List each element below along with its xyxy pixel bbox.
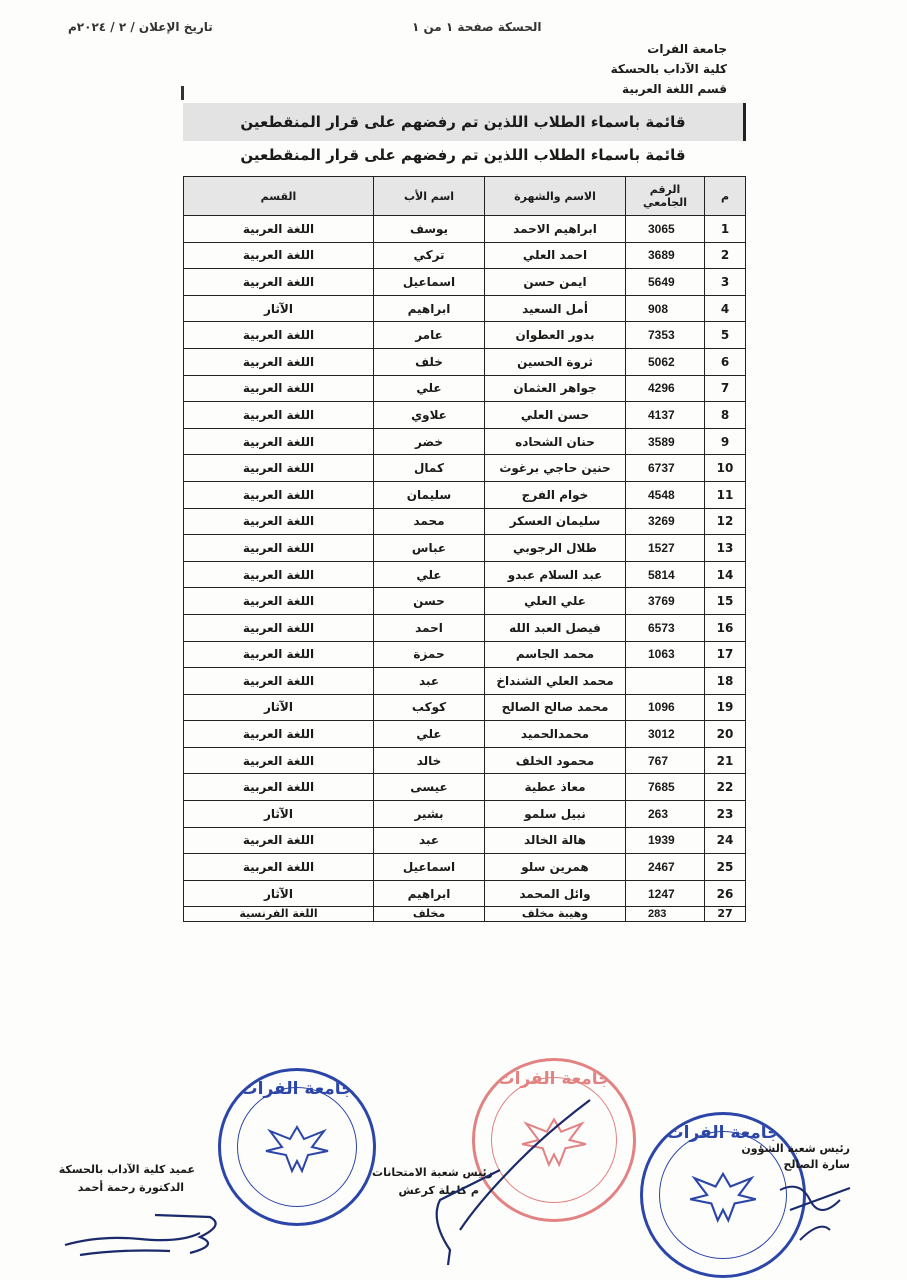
dean-title: عميد كلية الآداب بالحسكة [58,1163,195,1176]
department-cell: اللغة العربية [184,827,374,854]
student-id-cell: 767 [626,747,705,774]
row-number-cell: 18 [705,668,746,695]
department-cell: اللغة العربية [184,481,374,508]
student-name-cell: همرين سلو [485,854,626,881]
affairs-signature [770,1150,860,1250]
table-row [184,295,746,322]
department-cell: اللغة العربية [184,428,374,455]
father-name-cell: بشير [374,801,485,828]
student-id-cell: 2467 [626,854,705,881]
table-row [184,242,746,269]
father-name-cell: يوسف [374,216,485,243]
father-name-cell: عباس [374,535,485,562]
table-row [184,561,746,588]
table-row [184,641,746,668]
father-name-cell: علي [374,721,485,748]
row-number-cell: 5 [705,322,746,349]
department-cell: اللغة العربية [184,561,374,588]
student-name-cell: خوام الفرج [485,481,626,508]
table-row [184,481,746,508]
department-cell: اللغة العربية [184,269,374,296]
row-number-cell: 15 [705,588,746,615]
header-id: الرقم الجامعي [626,177,705,216]
table-row [184,614,746,641]
table-row [184,827,746,854]
row-number-cell: 19 [705,694,746,721]
department-cell: اللغة العربية [184,721,374,748]
row-number-cell: 16 [705,614,746,641]
father-name-cell: احمد [374,614,485,641]
table-row [184,322,746,349]
table-row [184,402,746,429]
table-body [184,216,746,922]
student-id-cell: 3269 [626,508,705,535]
department-cell: اللغة العربية [184,854,374,881]
student-id-cell: 1939 [626,827,705,854]
row-number-cell: 25 [705,854,746,881]
father-name-cell: ابراهيم [374,295,485,322]
table-row [184,694,746,721]
document-title-text: قائمة باسماء الطلاب اللذين تم رفضهم على قرار المنقطعين [240,113,686,131]
department-cell: اللغة العربية [184,348,374,375]
department-cell: اللغة العربية [184,535,374,562]
father-name-cell: خضر [374,428,485,455]
student-id-cell: 5814 [626,561,705,588]
father-name-cell: تركي [374,242,485,269]
table-row [184,535,746,562]
student-name-cell: جواهر العثمان [485,375,626,402]
student-id-cell: 6737 [626,455,705,482]
student-name-cell: علي العلي [485,588,626,615]
header-dept: القسم [184,177,374,216]
student-id-cell: 1247 [626,880,705,907]
student-id-cell: 3689 [626,242,705,269]
table-row [184,455,746,482]
student-id-cell: 1527 [626,535,705,562]
page-count: الحسكة صفحة ١ من ١ [412,20,542,34]
header-father: اسم الأب [374,177,485,216]
student-name-cell: طلال الرجوبي [485,535,626,562]
table-row [184,588,746,615]
father-name-cell: سليمان [374,481,485,508]
department-cell: اللغة الفرنسية [184,907,374,922]
department-cell: اللغة العربية [184,614,374,641]
father-name-cell: حمزة [374,641,485,668]
row-number-cell: 2 [705,242,746,269]
father-name-cell: عبد [374,827,485,854]
table-row [184,428,746,455]
father-name-cell: اسماعيل [374,269,485,296]
students-table [183,176,746,922]
student-name-cell: محمد صالح الصالح [485,694,626,721]
father-name-cell: خالد [374,747,485,774]
student-name-cell: فيصل العبد الله [485,614,626,641]
department-cell: اللغة العربية [184,402,374,429]
student-id-cell: 3012 [626,721,705,748]
father-name-cell: علي [374,561,485,588]
student-name-cell: ابراهيم الاحمد [485,216,626,243]
student-name-cell: معاذ عطية [485,774,626,801]
student-name-cell: ايمن حسن [485,269,626,296]
seal-text: جامعة الفرات [497,1069,611,1089]
student-name-cell: محمد العلي الشنداخ [485,668,626,695]
table-row [184,348,746,375]
announce-date: تاريخ الإعلان / ٢ / ٢٠٢٤م [68,20,213,34]
father-name-cell: كوكب [374,694,485,721]
student-id-cell: 3065 [626,216,705,243]
dean-signature [60,1205,230,1265]
department-cell: الآثار [184,295,374,322]
student-name-cell: محمدالحميد [485,721,626,748]
row-number-cell: 1 [705,216,746,243]
row-number-cell: 23 [705,801,746,828]
student-name-cell: حسن العلي [485,402,626,429]
department-name: قسم اللغة العربية [622,82,727,96]
student-id-cell: 3769 [626,588,705,615]
student-name-cell: هالة الخالد [485,827,626,854]
table-header-row [184,177,746,216]
university-name: جامعة الفرات [647,42,727,56]
father-name-cell: عامر [374,322,485,349]
department-cell: اللغة العربية [184,641,374,668]
table-row [184,269,746,296]
department-cell: اللغة العربية [184,508,374,535]
student-id-cell: 7353 [626,322,705,349]
father-name-cell: ابراهيم [374,880,485,907]
department-cell: اللغة العربية [184,774,374,801]
row-number-cell: 4 [705,295,746,322]
student-id-cell: 5062 [626,348,705,375]
table-row [184,721,746,748]
row-number-cell: 10 [705,455,746,482]
father-name-cell: اسماعيل [374,854,485,881]
affairs-head-name: سارة الصالح [783,1158,850,1171]
table-row [184,854,746,881]
table-row [184,801,746,828]
student-name-cell: نبيل سلمو [485,801,626,828]
table-row [184,216,746,243]
father-name-cell: علي [374,375,485,402]
row-number-cell: 13 [705,535,746,562]
student-name-cell: أمل السعيد [485,295,626,322]
row-number-cell: 21 [705,747,746,774]
father-name-cell: حسن [374,588,485,615]
row-number-cell: 20 [705,721,746,748]
father-name-cell: عبد [374,668,485,695]
table-row [184,375,746,402]
student-name-cell: سليمان العسكر [485,508,626,535]
department-cell: الآثار [184,880,374,907]
student-name-cell: وهيبة مخلف [485,907,626,922]
margin-rule [181,86,184,100]
student-name-cell: ثروة الحسين [485,348,626,375]
student-name-cell: محمد الجاسم [485,641,626,668]
row-number-cell: 17 [705,641,746,668]
father-name-cell: مخلف [374,907,485,922]
row-number-cell: 14 [705,561,746,588]
exams-signature [400,1090,610,1270]
department-cell: الآثار [184,694,374,721]
table-row [184,508,746,535]
student-id-cell: 7685 [626,774,705,801]
faculty-name: كلية الآداب بالحسكة [610,62,727,76]
student-id-cell: 5649 [626,269,705,296]
student-id-cell: 283 [626,907,705,922]
student-name-cell: عبد السلام عبدو [485,561,626,588]
father-name-cell: كمال [374,455,485,482]
table-title: قائمة باسماء الطلاب اللذين تم رفضهم على قرار المنقطعين [240,146,686,164]
student-id-cell: 4548 [626,481,705,508]
row-number-cell: 8 [705,402,746,429]
row-number-cell: 9 [705,428,746,455]
father-name-cell: عيسى [374,774,485,801]
row-number-cell: 3 [705,269,746,296]
department-cell: الآثار [184,801,374,828]
department-cell: اللغة العربية [184,242,374,269]
department-cell: اللغة العربية [184,216,374,243]
student-name-cell: حنين حاجي برغوث [485,455,626,482]
student-id-cell [626,668,705,695]
affairs-head-title: رئيس شعبة الشؤون [741,1142,850,1155]
dean-name: الدكتورة رحمة أحمد [77,1181,184,1194]
row-number-cell: 24 [705,827,746,854]
table-row [184,907,746,922]
student-id-cell: 263 [626,801,705,828]
student-name-cell: حنان الشحاده [485,428,626,455]
document-title [183,103,746,141]
table-row [184,880,746,907]
student-id-cell: 4296 [626,375,705,402]
row-number-cell: 27 [705,907,746,922]
department-cell: اللغة العربية [184,455,374,482]
exams-head-name: م كاملة كرعش [398,1184,479,1197]
student-name-cell: بدور العطوان [485,322,626,349]
student-id-cell: 1063 [626,641,705,668]
university-seal-left [218,1068,376,1226]
department-cell: اللغة العربية [184,588,374,615]
student-id-cell: 3589 [626,428,705,455]
row-number-cell: 7 [705,375,746,402]
student-name-cell: وائل المحمد [485,880,626,907]
student-id-cell: 1096 [626,694,705,721]
department-cell: اللغة العربية [184,668,374,695]
department-cell: اللغة العربية [184,322,374,349]
row-number-cell: 6 [705,348,746,375]
table-row [184,774,746,801]
header-num: م [705,177,746,216]
row-number-cell: 22 [705,774,746,801]
father-name-cell: علاوي [374,402,485,429]
exams-head-title: رئيس شعبة الامتحانات [372,1166,493,1179]
table-row [184,668,746,695]
table-row [184,747,746,774]
department-cell: اللغة العربية [184,747,374,774]
seal-text: جامعة الفرات [240,1079,354,1099]
row-number-cell: 11 [705,481,746,508]
student-id-cell: 6573 [626,614,705,641]
seal-ring [237,1087,357,1207]
father-name-cell: خلف [374,348,485,375]
student-name-cell: احمد العلي [485,242,626,269]
row-number-cell: 12 [705,508,746,535]
row-number-cell: 26 [705,880,746,907]
student-id-cell: 908 [626,295,705,322]
header-name: الاسم والشهرة [485,177,626,216]
department-cell: اللغة العربية [184,375,374,402]
student-id-cell: 4137 [626,402,705,429]
father-name-cell: محمد [374,508,485,535]
seal-text: جامعة الفرات [666,1123,780,1143]
student-name-cell: محمود الخلف [485,747,626,774]
